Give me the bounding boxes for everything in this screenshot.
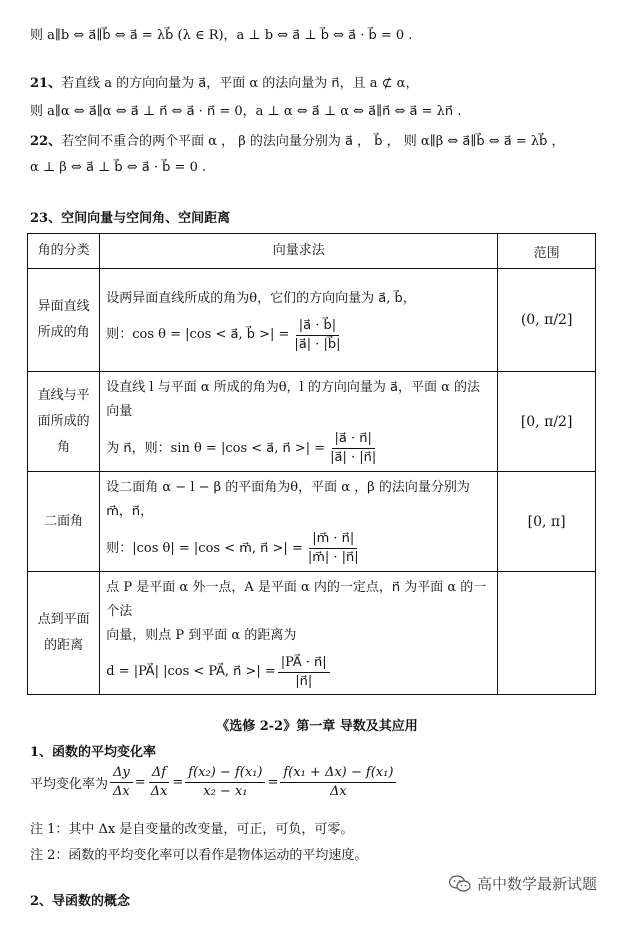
formula-fraction: [327, 430, 379, 466]
equals-sign: =: [134, 774, 146, 790]
table-row: [28, 269, 596, 372]
note-1: 注 1：其中 Δx 是自变量的改变量，可正，可负，可零。: [30, 822, 354, 837]
watermark: [449, 873, 597, 894]
row-category: 点到平面的距离: [28, 572, 100, 695]
row-formula: [106, 530, 491, 566]
formula-prefix: d = |PA⃗| |cos < PA⃗, n⃗ >| =: [106, 664, 276, 680]
header-category: 角的分类: [28, 234, 100, 269]
section-2-title: 2、导函数的概念: [30, 894, 131, 909]
chapter-title: 《选修 2-2》第一章 导数及其应用: [216, 719, 418, 734]
equals-sign: =: [172, 774, 184, 790]
fraction-numerator: Δf: [149, 764, 169, 783]
item-21-line-1: 21、若直线 a 的方向向量为 a⃗，平面 α 的法向量为 n⃗，且 a ⊄ α，: [30, 76, 419, 91]
row-desc: 设两异面直线所成的角为θ，它们的方向向量为 a⃗, b⃗，: [106, 290, 416, 306]
row-category: 直线与平面所成的角: [28, 372, 100, 472]
note-2: 注 2：函数的平均变化率可以看作是物体运动的平均速度。: [30, 848, 368, 863]
row-desc: 设二面角 α − l − β 的平面角为θ，平面 α ，β 的法向量分别为 m⃗，n⃗，: [106, 480, 470, 520]
fraction-dy-dx: [110, 764, 133, 800]
fraction-difference-quotient: [185, 764, 265, 800]
fraction-df-dx: [148, 764, 171, 800]
fraction-denominator: |m⃗| · |n⃗|: [307, 550, 359, 565]
intro-line: 则 a∥b ⇔ a⃗∥b⃗ ⇔ a⃗ = λb⃗ (λ ∈ R)，a ⊥ b ⇔ a⃗ ⊥ b⃗ ⇔ a⃗ · b⃗ = 0 .: [30, 28, 413, 43]
table-row: [28, 472, 596, 572]
fraction-denominator: x₂ − x₁: [203, 783, 248, 799]
fraction-denominator: |a⃗| · |n⃗|: [330, 450, 377, 465]
table-row: [28, 372, 596, 472]
row-method: [100, 372, 498, 472]
row-category: 二面角: [28, 472, 100, 572]
item-21-line-2: 则 a∥α ⇔ a⃗∥α ⇔ a⃗ ⊥ n⃗ ⇔ a⃗ · n⃗ = 0，a ⊥ α ⇔ a⃗ ⊥ α ⇔ a⃗∥n⃗ ⇔ a⃗ = λn⃗ .: [30, 104, 462, 119]
average-rate-formula: [30, 764, 398, 800]
table-row: [28, 572, 596, 695]
fraction-numerator: |PA⃗ · n⃗|: [278, 654, 330, 673]
angle-distance-table: [27, 233, 596, 695]
row-desc: 点 P 是平面 α 外一点，A 是平面 α 内的一定点，n⃗ 为平面 α 的一个法: [106, 580, 487, 619]
row-formula: [106, 430, 491, 466]
row-method: [100, 572, 498, 695]
item-22-line-1: 22、若空间不重合的两个平面 α ， β 的法向量分别为 a⃗ ， b⃗ ， 则 α∥β ⇔ a⃗∥b⃗ ⇔ a⃗ = λb⃗ ，: [30, 134, 565, 149]
row-desc-2: 向量，则点 P 到平面 α 的距离为: [106, 628, 297, 643]
row-range: [0, π/2]: [498, 372, 596, 472]
row-range: (0, π/2]: [498, 269, 596, 372]
row-method: [100, 269, 498, 372]
row-desc: 设直线 l 与平面 α 所成的角为θ，l 的方向向量为 a⃗，平面 α 的法向量: [106, 380, 480, 420]
fraction-numerator: Δy: [110, 764, 133, 783]
fraction-denominator: |a⃗| · |b⃗|: [294, 336, 341, 352]
row-formula: [106, 317, 491, 353]
wechat-icon: [449, 875, 471, 893]
header-method: 向量求法: [100, 234, 498, 269]
formula-label: 平均变化率为: [30, 776, 109, 792]
row-formula: [106, 654, 491, 690]
fraction-denominator: Δx: [113, 783, 130, 799]
row-category: 异面直线所成的角: [28, 269, 100, 372]
row-range: [0, π]: [498, 472, 596, 572]
formula-fraction: [305, 530, 362, 566]
fraction-denominator: |n⃗|: [295, 673, 313, 689]
watermark-text: 高中数学最新试题: [477, 875, 598, 893]
fraction-increment-quotient: [280, 764, 396, 800]
formula-fraction: [291, 317, 343, 353]
section-1-title: 1、函数的平均变化率: [30, 745, 157, 760]
fraction-numerator: |m⃗ · n⃗|: [309, 530, 357, 549]
fraction-numerator: f(x₂) − f(x₁): [185, 764, 265, 783]
formula-prefix: 为 n⃗，则：sin θ = |cos < a⃗, n⃗ >| =: [106, 440, 326, 456]
item-22-line-2: α ⊥ β ⇔ a⃗ ⊥ b⃗ ⇔ a⃗ · b⃗ = 0 .: [30, 160, 207, 175]
fraction-numerator: |a⃗ · b⃗|: [296, 317, 339, 336]
fraction-denominator: Δx: [150, 783, 168, 799]
row-range: [498, 572, 596, 695]
table-header-row: [28, 234, 596, 269]
formula-prefix: 则：|cos θ| = |cos < m⃗, n⃗ >| =: [106, 540, 303, 556]
header-range: 范围: [498, 234, 596, 269]
fraction-denominator: Δx: [330, 783, 347, 799]
row-method: [100, 472, 498, 572]
item-23-title: 23、空间向量与空间角、空间距离: [30, 211, 231, 226]
formula-fraction: [278, 654, 330, 690]
fraction-numerator: |a⃗ · n⃗|: [332, 430, 375, 449]
fraction-numerator: f(x₁ + Δx) − f(x₁): [280, 764, 396, 783]
equals-sign: =: [267, 774, 279, 790]
formula-prefix: 则：cos θ = |cos < a⃗, b⃗ >| =: [106, 327, 290, 342]
